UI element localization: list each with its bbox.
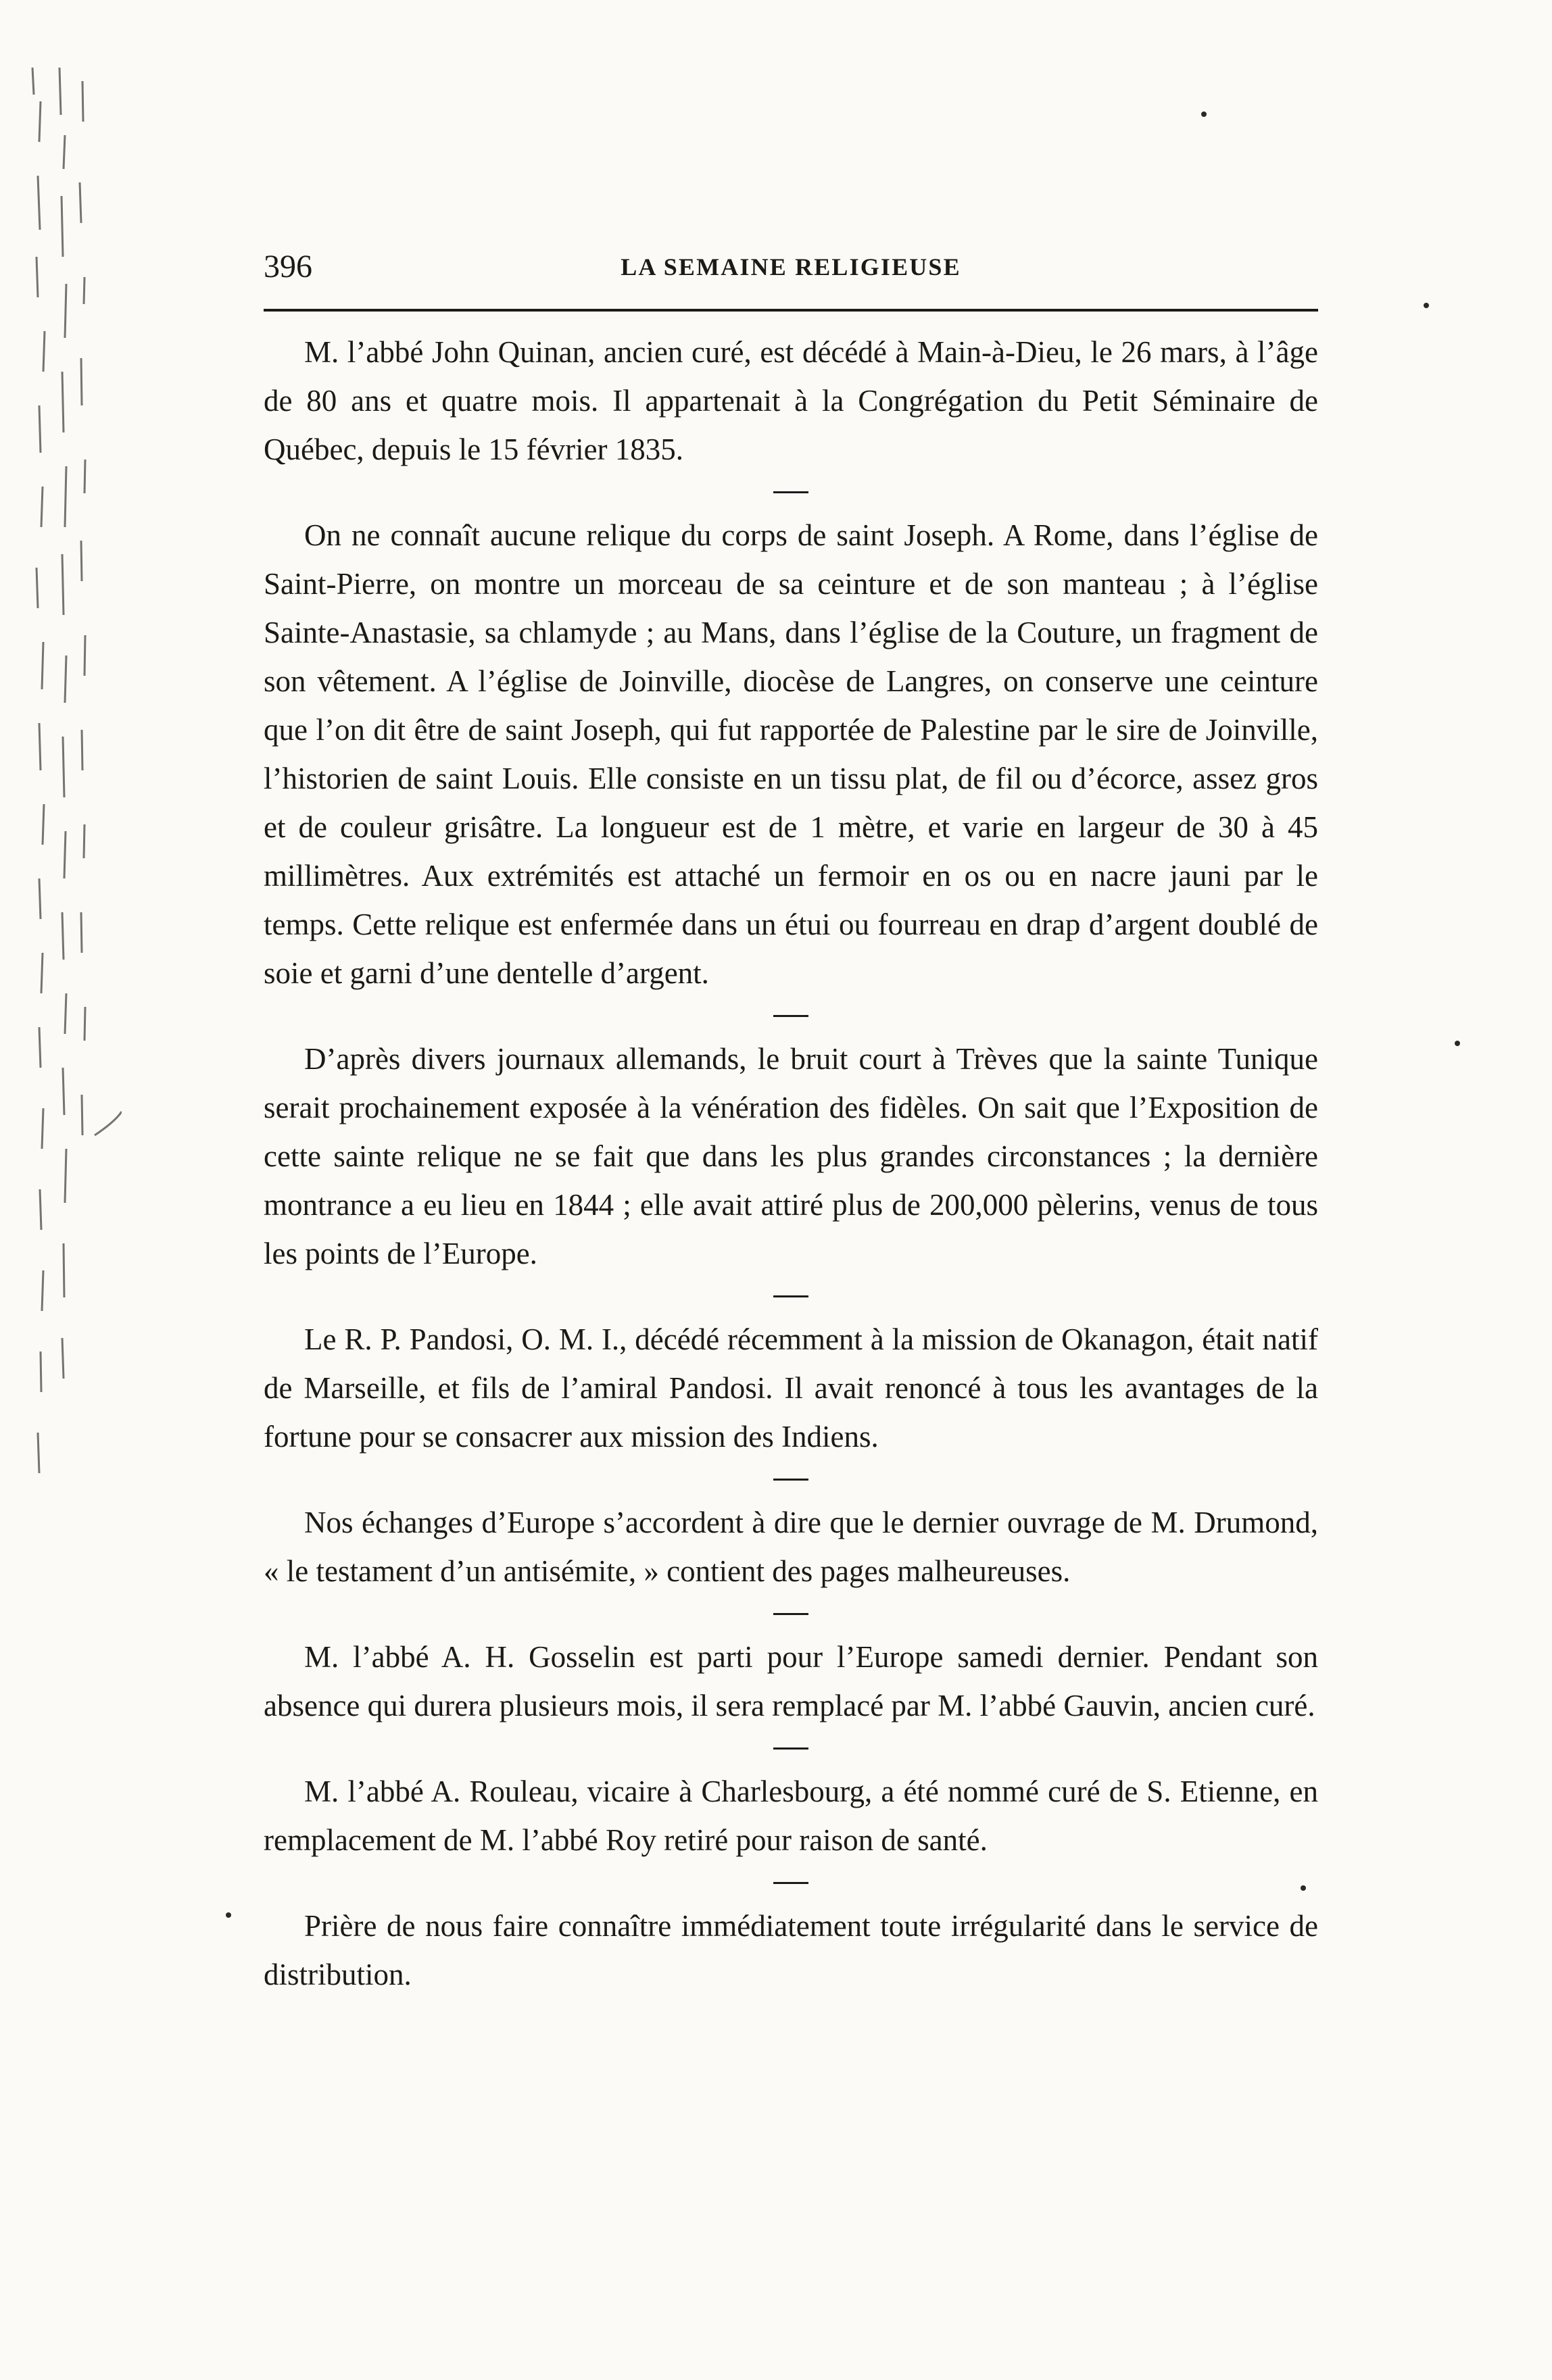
article-treves: D’après divers journaux allemands, le bruit court à Trèves que la sainte Tunique serait prochainement exposée à la vénération des fidèles. On sait que l’Exposition de cette sainte relique ne se fait que dans les plus grandes circonstances ; la dernière montrance a eu lieu en 1844 ; elle avait attiré plus de 200,000 pèlerins, venus de tous les points de l’Europe. bbox=[264, 1042, 1318, 1270]
article-quinan: M. l’abbé John Quinan, ancien curé, est décédé à Main-à-Dieu, le 26 mars, à l’âge de 80 ans et quatre mois. Il appartenait à la Congrégation du Petit Séminaire de Québec, depuis le 15 février 1835. bbox=[264, 335, 1318, 466]
article-pandosi: Le R. P. Pandosi, O. M. I., décédé récemment à la mission de Okanagon, était natif de Marseille, et fils de l’amiral Pandosi. Il avait renoncé à tous les avantages de la fortune pour se consacrer aux mission des Indiens. bbox=[264, 1322, 1318, 1454]
paper-speck bbox=[1424, 303, 1429, 308]
article-distribution: Prière de nous faire connaître immédiatement toute irrégularité dans le service de distribution. bbox=[264, 1909, 1318, 1991]
article-drumond: Nos échanges d’Europe s’accordent à dire que le dernier ouvrage de M. Drumond, « le testament d’un antisémite, » contient des pages malheureuses. bbox=[264, 1506, 1318, 1588]
paper-speck bbox=[1455, 1041, 1460, 1046]
binding-edge-marks-graphic bbox=[20, 54, 122, 1541]
separator-rule bbox=[773, 1479, 808, 1481]
paper-speck bbox=[226, 1912, 231, 1918]
separator-rule bbox=[773, 1295, 808, 1297]
article-relique: On ne connaît aucune relique du corps de saint Joseph. A Rome, dans l’église de Saint-Pierre, on montre un morceau de sa ceinture et de son manteau ; à l’église Sainte-Anastasie, sa chlamyde ; au Mans, dans l’église de la Couture, un fragment de son vêtement. A l’église de Joinville, diocèse de Langres, on conserve une ceinture que l’on dit être de saint Joseph, qui fut rapportée de Palestine par le sire de Joinville, l’historien de saint Louis. Elle consiste en un tissu plat, de fil ou d’écorce, assez gros et de couleur grisâtre. La longueur est de 1 mètre, et varie en largeur de 30 à 45 millimètres. Aux extrémités est attaché un fermoir en os ou en nacre jauni par le temps. Cette relique est enfermée dans un étui ou fourreau en drap d’argent doublé de soie et garni d’une dentelle d’argent. bbox=[264, 518, 1318, 990]
paper-speck bbox=[1201, 111, 1207, 117]
separator-rule bbox=[773, 1613, 808, 1615]
separator-rule bbox=[773, 1882, 808, 1884]
separator-rule bbox=[773, 491, 808, 493]
article-gosselin: M. l’abbé A. H. Gosselin est parti pour l’Europe samedi dernier. Pendant son absence qui durera plusieurs mois, il sera remplacé par M. l’abbé Gauvin, ancien curé. bbox=[264, 1640, 1318, 1722]
page-header bbox=[264, 243, 1318, 291]
page-number: 396 bbox=[264, 249, 312, 284]
separator-rule bbox=[773, 1015, 808, 1017]
main-content bbox=[264, 328, 1318, 1999]
binding-edge-marks bbox=[20, 54, 122, 1541]
paper-speck bbox=[1301, 1885, 1306, 1891]
article-rouleau: M. l’abbé A. Rouleau, vicaire à Charlesbourg, a été nommé curé de S. Etienne, en remplacement de M. l’abbé Roy retiré pour raison de santé. bbox=[264, 1775, 1318, 1857]
header-rule bbox=[264, 309, 1318, 312]
separator-rule bbox=[773, 1747, 808, 1750]
running-head: LA SEMAINE RELIGIEUSE bbox=[621, 253, 961, 280]
